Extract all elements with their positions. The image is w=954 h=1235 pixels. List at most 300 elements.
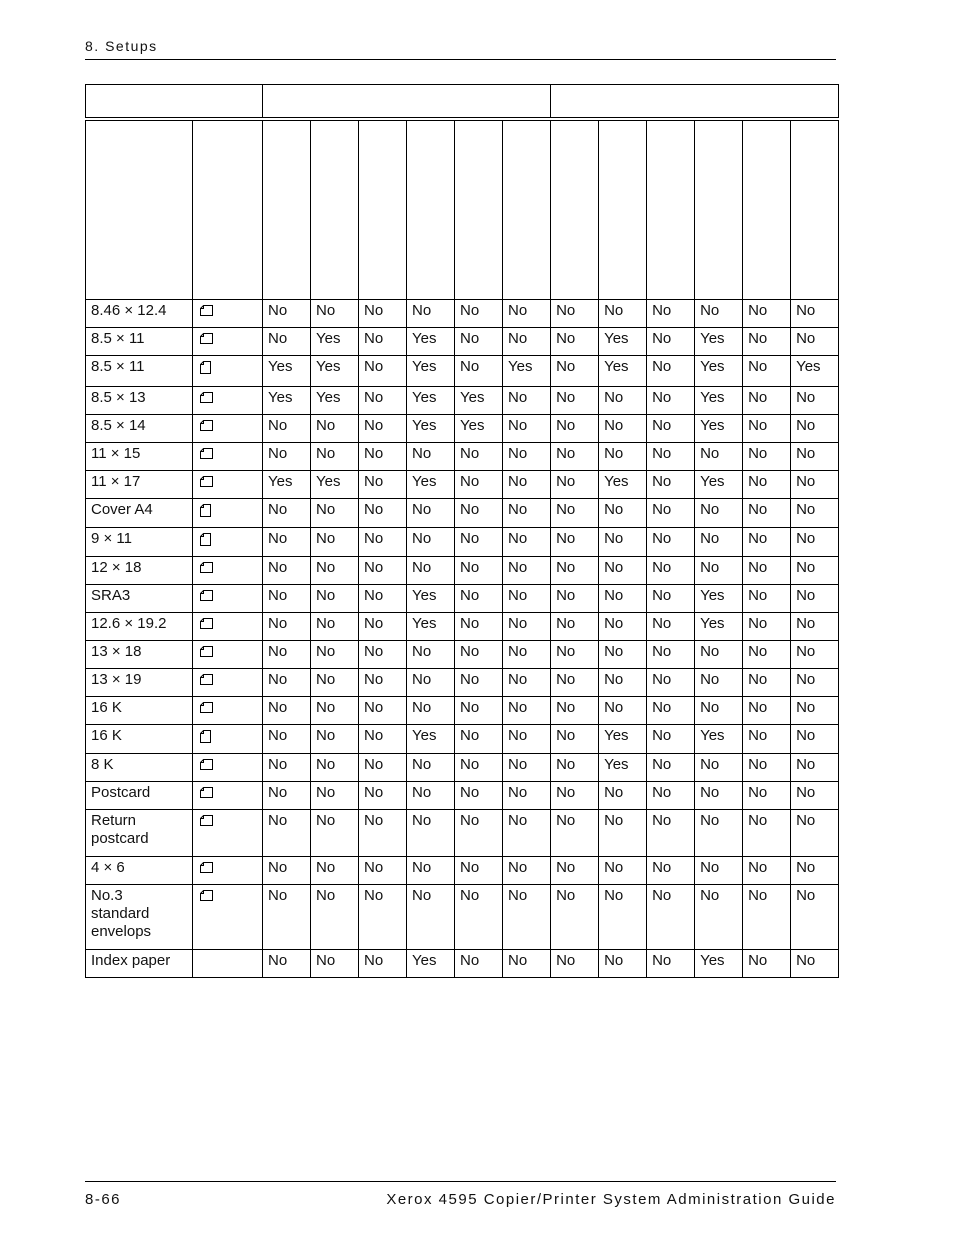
support-value: No (364, 859, 384, 876)
landscape-feed-icon (200, 562, 213, 573)
support-value: No (652, 643, 672, 660)
support-value: No (556, 615, 576, 632)
support-cell (263, 387, 311, 415)
support-value: No (316, 643, 336, 660)
support-cell (263, 328, 311, 356)
support-cell (551, 725, 599, 754)
support-value: No (652, 887, 672, 904)
support-value: No (796, 643, 816, 660)
support-value: No (556, 389, 576, 406)
support-value: No (364, 358, 384, 375)
support-cell (263, 754, 311, 782)
support-value: No (556, 859, 576, 876)
support-cell (359, 585, 407, 613)
support-value: No (652, 330, 672, 347)
support-value: No (268, 587, 288, 604)
support-value: No (652, 784, 672, 801)
support-cell (311, 471, 359, 499)
support-cell (263, 669, 311, 697)
support-cell (407, 810, 455, 857)
support-cell (359, 669, 407, 697)
paper-size-cell (86, 810, 193, 857)
support-cell (359, 387, 407, 415)
table-row (86, 857, 839, 885)
paper-size-cell (86, 443, 193, 471)
paper-size-label: Return postcard (91, 812, 149, 847)
support-value: No (604, 615, 624, 632)
support-value: No (268, 756, 288, 773)
support-value: No (796, 417, 816, 434)
support-value: Yes (316, 389, 341, 406)
support-cell (743, 613, 791, 641)
support-value: No (700, 559, 720, 576)
orientation-cell (193, 810, 263, 857)
support-cell (311, 387, 359, 415)
support-value: No (460, 812, 480, 829)
support-cell (311, 499, 359, 528)
support-cell (599, 725, 647, 754)
support-value: No (412, 671, 432, 688)
paper-size-label: 11 × 17 (91, 473, 141, 490)
support-value: No (460, 756, 480, 773)
paper-size-label: 13 × 18 (91, 643, 142, 660)
support-cell (263, 356, 311, 387)
support-value: No (604, 643, 624, 660)
support-value: No (556, 643, 576, 660)
support-cell (263, 725, 311, 754)
support-value: Yes (604, 330, 629, 347)
support-value: Yes (412, 330, 437, 347)
orientation-cell (193, 328, 263, 356)
landscape-feed-icon (200, 862, 213, 873)
support-cell (311, 669, 359, 697)
support-value: No (748, 417, 768, 434)
support-cell (695, 950, 743, 978)
support-value: Yes (700, 952, 725, 969)
support-value: Yes (412, 727, 437, 744)
support-cell (455, 950, 503, 978)
support-value: Yes (412, 358, 437, 375)
support-value: No (604, 671, 624, 688)
support-cell (599, 499, 647, 528)
paper-size-cell (86, 669, 193, 697)
support-cell (599, 443, 647, 471)
support-cell (599, 356, 647, 387)
support-cell (311, 415, 359, 443)
support-cell (743, 782, 791, 810)
support-cell (263, 697, 311, 725)
paper-size-label: 11 × 15 (91, 445, 141, 462)
support-cell (647, 885, 695, 950)
support-value: No (268, 671, 288, 688)
support-value: No (748, 887, 768, 904)
support-cell (599, 885, 647, 950)
support-cell (311, 857, 359, 885)
support-value: No (652, 530, 672, 547)
support-value: No (700, 812, 720, 829)
support-value: No (604, 417, 624, 434)
support-value: No (316, 699, 336, 716)
support-value: No (556, 530, 576, 547)
header-cell-option (455, 121, 503, 300)
support-cell (263, 585, 311, 613)
support-value: No (316, 417, 336, 434)
support-value: Yes (700, 389, 725, 406)
paper-size-label: 12.6 × 19.2 (91, 615, 167, 632)
support-cell (695, 641, 743, 669)
portrait-feed-icon (200, 533, 211, 546)
support-cell (743, 669, 791, 697)
support-cell (455, 443, 503, 471)
support-value: No (316, 887, 336, 904)
paper-size-cell (86, 754, 193, 782)
support-cell (647, 613, 695, 641)
paper-size-label: Postcard (91, 784, 151, 801)
support-value: Yes (412, 952, 437, 969)
support-cell (359, 950, 407, 978)
support-cell (647, 499, 695, 528)
support-value: No (556, 302, 576, 319)
landscape-feed-icon (200, 890, 213, 901)
support-value: No (412, 302, 432, 319)
paper-size-cell (86, 641, 193, 669)
support-value: No (460, 302, 480, 319)
paper-size-cell (86, 585, 193, 613)
paper-size-support-table (85, 84, 839, 978)
support-cell (791, 443, 839, 471)
support-cell (791, 387, 839, 415)
support-value: No (268, 530, 288, 547)
support-cell (695, 356, 743, 387)
support-value: No (796, 859, 816, 876)
support-value: No (364, 302, 384, 319)
support-cell (455, 782, 503, 810)
paper-size-cell (86, 528, 193, 557)
support-cell (503, 528, 551, 557)
support-cell (455, 641, 503, 669)
support-value: No (316, 445, 336, 462)
support-value: No (796, 302, 816, 319)
support-value: No (508, 445, 528, 462)
support-cell (647, 641, 695, 669)
support-value: No (460, 699, 480, 716)
orientation-cell (193, 300, 263, 328)
support-value: No (508, 699, 528, 716)
support-cell (311, 356, 359, 387)
support-cell (503, 857, 551, 885)
support-cell (743, 471, 791, 499)
support-value: No (316, 727, 336, 744)
support-value: No (508, 473, 528, 490)
support-cell (359, 557, 407, 585)
support-cell (359, 810, 407, 857)
support-cell (599, 328, 647, 356)
support-value: No (604, 587, 624, 604)
support-value: No (460, 671, 480, 688)
support-value: No (748, 671, 768, 688)
support-cell (407, 443, 455, 471)
support-cell (743, 443, 791, 471)
support-cell (359, 885, 407, 950)
support-cell (599, 613, 647, 641)
support-value: No (364, 389, 384, 406)
support-value: No (796, 887, 816, 904)
paper-size-cell (86, 356, 193, 387)
support-value: No (604, 445, 624, 462)
support-cell (599, 810, 647, 857)
support-cell (407, 885, 455, 950)
support-cell (551, 810, 599, 857)
support-cell (647, 557, 695, 585)
support-value: No (556, 727, 576, 744)
support-value: No (268, 417, 288, 434)
support-value: No (556, 501, 576, 518)
support-value: No (652, 615, 672, 632)
support-value: No (412, 784, 432, 801)
support-cell (647, 300, 695, 328)
support-cell (599, 415, 647, 443)
support-value: No (796, 559, 816, 576)
support-cell (599, 557, 647, 585)
support-value: Yes (700, 727, 725, 744)
support-cell (551, 328, 599, 356)
orientation-cell (193, 613, 263, 641)
support-value: No (364, 671, 384, 688)
support-value: No (748, 445, 768, 462)
support-value: Yes (700, 473, 725, 490)
table-header-row-2 (86, 121, 839, 300)
support-cell (503, 387, 551, 415)
table-row (86, 782, 839, 810)
support-cell (647, 415, 695, 443)
support-value: No (268, 727, 288, 744)
support-cell (503, 754, 551, 782)
paper-size-label: 8 K (91, 756, 114, 773)
support-cell (455, 300, 503, 328)
support-value: No (364, 887, 384, 904)
support-cell (263, 557, 311, 585)
support-value: No (652, 727, 672, 744)
support-value: No (508, 615, 528, 632)
support-cell (695, 810, 743, 857)
header-cell-paper (86, 85, 263, 118)
support-value: No (460, 784, 480, 801)
support-value: No (748, 727, 768, 744)
support-cell (551, 885, 599, 950)
support-cell (455, 415, 503, 443)
support-cell (791, 356, 839, 387)
support-value: No (604, 812, 624, 829)
support-cell (311, 528, 359, 557)
support-cell (359, 300, 407, 328)
support-value: No (412, 501, 432, 518)
support-cell (791, 613, 839, 641)
support-cell (455, 356, 503, 387)
support-value: No (796, 952, 816, 969)
support-cell (503, 950, 551, 978)
support-cell (311, 585, 359, 613)
support-cell (791, 697, 839, 725)
support-value: No (748, 952, 768, 969)
support-value: No (700, 671, 720, 688)
support-cell (263, 415, 311, 443)
header-cell-option (695, 121, 743, 300)
support-value: No (748, 615, 768, 632)
support-value: No (556, 330, 576, 347)
support-cell (551, 697, 599, 725)
support-cell (455, 725, 503, 754)
paper-size-label: Cover A4 (91, 501, 153, 518)
support-cell (503, 557, 551, 585)
header-cell-option (743, 121, 791, 300)
landscape-feed-icon (200, 702, 213, 713)
support-cell (551, 528, 599, 557)
support-cell (359, 641, 407, 669)
support-cell (263, 950, 311, 978)
support-cell (791, 499, 839, 528)
support-cell (695, 443, 743, 471)
support-cell (551, 415, 599, 443)
support-cell (407, 300, 455, 328)
support-value: No (268, 445, 288, 462)
support-cell (743, 810, 791, 857)
support-value: No (796, 756, 816, 773)
support-value: No (316, 784, 336, 801)
support-cell (695, 471, 743, 499)
table-row (86, 499, 839, 528)
support-value: No (556, 358, 576, 375)
support-cell (407, 669, 455, 697)
support-cell (263, 641, 311, 669)
support-value: No (748, 389, 768, 406)
support-value: No (652, 756, 672, 773)
support-cell (503, 697, 551, 725)
support-cell (455, 613, 503, 641)
landscape-feed-icon (200, 646, 213, 657)
support-cell (551, 641, 599, 669)
portrait-feed-icon (200, 504, 211, 517)
orientation-cell (193, 950, 263, 978)
support-value: No (508, 812, 528, 829)
support-value: No (364, 445, 384, 462)
support-cell (743, 641, 791, 669)
support-value: No (412, 756, 432, 773)
support-cell (359, 782, 407, 810)
support-value: No (604, 887, 624, 904)
support-value: No (748, 784, 768, 801)
landscape-feed-icon (200, 618, 213, 629)
support-cell (551, 471, 599, 499)
support-value: No (460, 473, 480, 490)
support-value: No (316, 859, 336, 876)
support-value: No (508, 643, 528, 660)
support-cell (359, 857, 407, 885)
landscape-feed-icon (200, 759, 213, 770)
support-value: Yes (700, 615, 725, 632)
header-cell-option (311, 121, 359, 300)
support-cell (407, 328, 455, 356)
support-cell (599, 754, 647, 782)
support-cell (647, 669, 695, 697)
support-value: No (412, 643, 432, 660)
support-cell (791, 528, 839, 557)
paper-size-label: 8.5 × 13 (91, 389, 146, 406)
landscape-feed-icon (200, 333, 213, 344)
support-cell (263, 782, 311, 810)
support-value: No (316, 587, 336, 604)
support-cell (359, 528, 407, 557)
support-cell (551, 356, 599, 387)
support-cell (503, 782, 551, 810)
support-cell (455, 669, 503, 697)
header-cell-option (647, 121, 695, 300)
table-row (86, 810, 839, 857)
paper-size-cell (86, 613, 193, 641)
support-value: No (796, 473, 816, 490)
support-value: No (796, 501, 816, 518)
support-value: No (700, 756, 720, 773)
support-cell (311, 613, 359, 641)
support-cell (695, 328, 743, 356)
support-value: No (268, 330, 288, 347)
support-cell (647, 387, 695, 415)
support-cell (551, 387, 599, 415)
support-cell (599, 669, 647, 697)
support-cell (503, 885, 551, 950)
support-cell (743, 328, 791, 356)
paper-size-label: 16 K (91, 727, 122, 744)
support-cell (695, 499, 743, 528)
support-cell (455, 885, 503, 950)
table-row (86, 950, 839, 978)
orientation-cell (193, 641, 263, 669)
table-row (86, 885, 839, 950)
support-value: No (364, 501, 384, 518)
header-cell-option (263, 121, 311, 300)
paper-size-label: 8.5 × 11 (91, 330, 145, 347)
support-value: No (700, 530, 720, 547)
support-value: Yes (316, 330, 341, 347)
support-cell (695, 885, 743, 950)
header-cell-group-1 (263, 85, 551, 118)
support-value: No (796, 671, 816, 688)
support-cell (647, 528, 695, 557)
support-value: No (508, 302, 528, 319)
support-value: No (796, 587, 816, 604)
support-value: No (796, 812, 816, 829)
table-header-row-1 (86, 85, 839, 118)
support-cell (407, 725, 455, 754)
support-value: No (652, 587, 672, 604)
support-cell (647, 725, 695, 754)
support-cell (791, 669, 839, 697)
orientation-cell (193, 857, 263, 885)
support-value: No (364, 643, 384, 660)
support-cell (503, 328, 551, 356)
paper-size-cell (86, 857, 193, 885)
support-cell (599, 585, 647, 613)
support-value: No (556, 587, 576, 604)
support-cell (311, 754, 359, 782)
support-cell (311, 810, 359, 857)
support-value: No (556, 699, 576, 716)
support-cell (647, 356, 695, 387)
support-cell (695, 557, 743, 585)
support-value: No (268, 812, 288, 829)
header-cell-option (359, 121, 407, 300)
support-cell (503, 415, 551, 443)
paper-size-cell (86, 557, 193, 585)
